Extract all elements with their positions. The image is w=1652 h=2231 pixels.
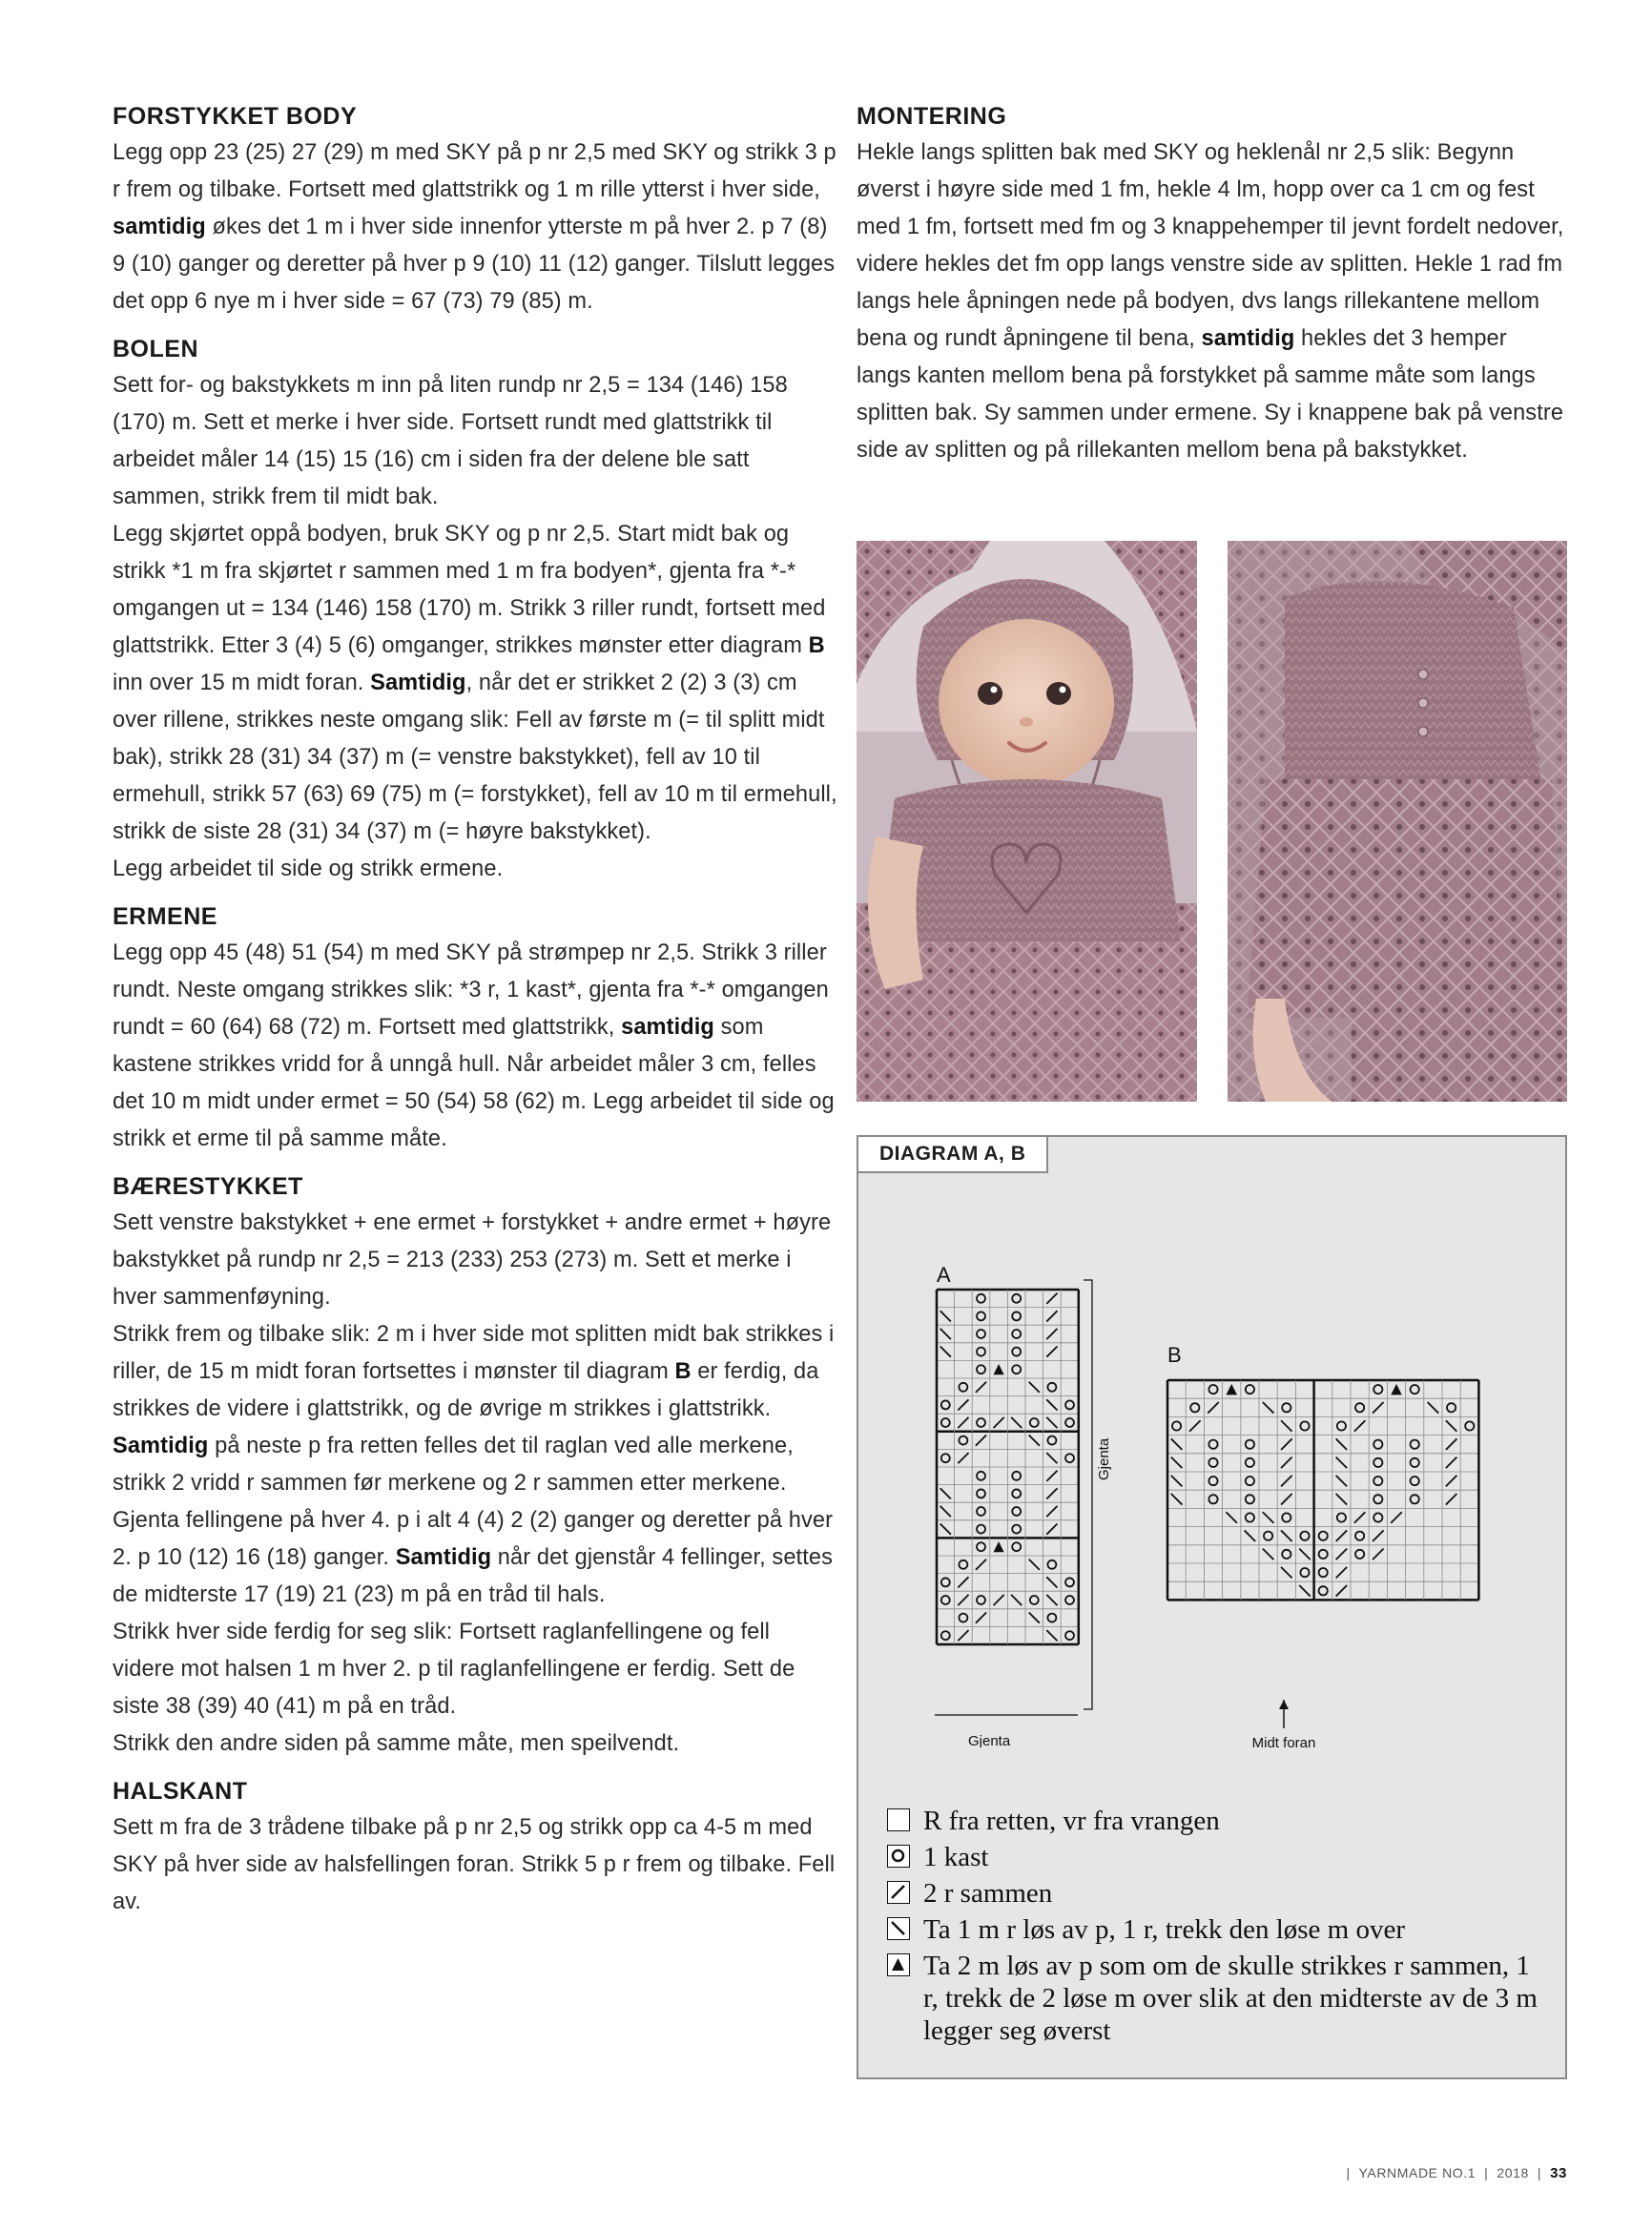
k2tog-symbol: [1046, 1293, 1057, 1304]
body-paragraph: Sett m fra de 3 trådene tilbake på p nr 2,5 og strikk opp ca 4-5 m med SKY på hver side av halsfellingen foran. Strikk 5 p r frem og tilbake. Fell av.: [113, 1815, 836, 1914]
body-paragraph: Hekle langs splitten bak med SKY og heklenål nr 2,5 slik: Begynn øverst i høyre side med 1 fm, hekle 4 lm, hopp over ca 1 cm og fest med 1 fm, fortsett med fm og 3 knappehemper til jevnt fordelt nedover, videre hekles det fm opp langs venstre side av splitten. Hekle 1 rad fm langs hele åpningen nede på bodyen, dvs langs rillekantene mellom bena og rundt åpningene til bena, samtidig hekles det 3 hemper langs kanten mellom bena på forstykket på samme måte som langs splitten bak. Sy sammen under ermene. Sy i knappene bak på venstre side av splitten og på rillekanten mellom bena på bakstykket.: [857, 140, 1564, 463]
yarn-over-symbol: [1065, 1400, 1074, 1409]
skp-symbol: [1226, 1512, 1237, 1523]
right-section: [857, 103, 1567, 469]
yarn-over-symbol: [1282, 1513, 1291, 1521]
yarn-over-symbol: [1012, 1348, 1021, 1356]
yarn-over-symbol: [1319, 1586, 1328, 1595]
yarn-over-symbol: [1065, 1631, 1074, 1640]
legend-item: [887, 1805, 1545, 1837]
k2tog-symbol: [1046, 1471, 1057, 1481]
section-heading: BÆRESTYKKET: [113, 1173, 303, 1200]
skp-symbol: [940, 1329, 951, 1339]
yarn-over-symbol: [977, 1507, 985, 1516]
skp-symbol: [1263, 1549, 1274, 1560]
yarn-over-symbol: [1373, 1495, 1382, 1503]
diagram-b-grid: [1167, 1380, 1478, 1600]
left-section: [113, 336, 837, 888]
gjenta-side-label: Gjenta: [1096, 1437, 1112, 1480]
k2tog-symbol: [958, 1453, 968, 1463]
yarn-over-symbol: [1300, 1421, 1309, 1430]
yarn-over-symbol: [977, 1418, 985, 1427]
left-section: [113, 103, 837, 320]
yarn-over-symbol: [941, 1400, 950, 1409]
yarn-over-symbol: [1065, 1418, 1074, 1427]
yarn-over-symbol: [1012, 1525, 1021, 1534]
k2tog-symbol: [1446, 1494, 1457, 1505]
yarn-over-symbol: [977, 1294, 985, 1303]
k2tog-symbol: [976, 1613, 986, 1623]
yarn-over-symbol: [1208, 1477, 1217, 1485]
yarn-over-symbol: [1012, 1330, 1021, 1338]
k2tog-symbol: [958, 1630, 968, 1641]
yarn-over-symbol: [1300, 1532, 1309, 1540]
yarn-over-symbol: [1355, 1532, 1364, 1540]
footer-year: 2018: [1497, 2165, 1529, 2180]
body-paragraph: Legg skjørtet oppå bodyen, bruk SKY og p nr 2,5. Start midt bak og strikk *1 m fra skjørtet r sammen med 1 m fra bodyen*, gjenta fra *-* omgangen ut = 134 (146) 158 (170) m. Strikk 3 riller rundt, fortsett med glattstrikk. Etter 3 (4) 5 (6) omganger, strikkes mønster etter diagram B inn over 15 m midt foran. Samtidig, når det er strikket 2 (2) 3 (3) cm over rillene, strikkes neste omgang slik: Fell av første m (= til splitt midt bak), strikk 28 (31) 34 (37) m (= venstre bakstykket), fell av 10 til ermehull, strikk 57 (63) 69 (75) m (= forstykket), fell av 10 m til ermehull, strikk de siste 28 (31) 34 (37) m (= høyre bakstykket).: [113, 522, 837, 844]
skp-symbol: [1046, 1577, 1057, 1587]
legend-slash-icon: [887, 1881, 910, 1904]
k2tog-symbol: [994, 1595, 1004, 1605]
k2tog-symbol: [1391, 1512, 1402, 1523]
skp-symbol: [1336, 1494, 1348, 1505]
skp-symbol: [940, 1488, 951, 1498]
yarn-over-symbol: [1246, 1440, 1254, 1449]
yarn-over-symbol: [941, 1454, 950, 1462]
k2tog-symbol: [1336, 1530, 1348, 1541]
gjenta-bottom-label: Gjenta: [968, 1733, 1011, 1747]
left-section: [113, 903, 837, 1158]
body-paragraph: Strikk frem og tilbake slik: 2 m i hver side mot splitten midt bak strikkes i riller, de 15 m midt foran fortsettes i mønster til diagram B er ferdig, da strikkes de videre i glattstrikk, og de øvrige m strikkes i glattstrikk. Samtidig på neste p fra retten felles det til raglan ved alle merkene, strikk 2 vridd r sammen før merkene og 2 r sammen etter merkene. Gjenta fellingene på hver 4. p i alt 4 (4) 2 (2) ganger og deretter på hver 2. p 10 (12) 16 (18) ganger. Samtidig når det gjenstår 4 fellinger, settes de midterste 17 (19) 21 (23) m på en tråd til hals.: [113, 1322, 835, 1607]
yarn-over-symbol: [1030, 1596, 1039, 1604]
k2tog-symbol: [1354, 1512, 1366, 1523]
yarn-over-symbol: [959, 1436, 967, 1445]
yarn-over-symbol: [1319, 1550, 1328, 1559]
k2tog-symbol: [1336, 1549, 1348, 1560]
skp-symbol: [1171, 1457, 1183, 1469]
k2tog-symbol: [1046, 1311, 1057, 1321]
left-section: [113, 1173, 837, 1763]
skp-symbol: [1263, 1402, 1274, 1414]
body-paragraph: Legg arbeidet til side og strikk ermene.: [113, 857, 504, 881]
yarn-over-symbol: [1411, 1495, 1419, 1503]
k2tog-symbol: [1446, 1476, 1457, 1487]
k2tog-symbol: [1046, 1347, 1057, 1357]
legend-triangle-icon: [887, 1953, 910, 1976]
yarn-over-symbol: [1047, 1383, 1056, 1392]
yarn-over-symbol: [959, 1383, 967, 1392]
yarn-over-symbol: [977, 1330, 985, 1338]
skp-symbol: [1029, 1613, 1040, 1623]
skp-symbol: [1046, 1453, 1057, 1463]
left-column: [113, 103, 837, 1936]
k2tog-symbol: [1446, 1457, 1457, 1469]
k2tog-symbol: [1373, 1402, 1384, 1414]
k2tog-symbol: [1046, 1329, 1057, 1339]
footer-magazine: YARNMADE NO.1: [1358, 2165, 1476, 2180]
skp-symbol: [1046, 1595, 1057, 1605]
body-paragraph: Sett for- og bakstykkets m inn på liten rundp nr 2,5 = 134 (146) 158 (170) m. Sett et merke i hver side. Fortsett rundt med glattstrikk til arbeidet måler 14 (15) 15 (16) cm i siden fra der delene ble satt sammen, strikk frem til midt bak.: [113, 373, 788, 509]
skp-symbol: [1171, 1476, 1183, 1487]
body-paragraph: Legg opp 23 (25) 27 (29) m med SKY på p nr 2,5 med SKY og strikk 3 p r frem og tilbake. Fortsett med glattstrikk og 1 m rille ytterst i hver side, samtidig økes det 1 m i hver side innenfor ytterste m på hver 2. p 7 (8) 9 (10) ganger og deretter på hver p 9 (10) 11 (12) ganger. Tilslutt legges det opp 6 nye m i hver side = 67 (73) 79 (85) m.: [113, 140, 836, 314]
body-paragraph: Sett venstre bakstykket + ene ermet + forstykket + andre ermet + høyre bakstykket på rundp nr 2,5 = 213 (233) 253 (273) m. Sett et merke i hver sammenføyning.: [113, 1210, 832, 1310]
yarn-over-symbol: [1411, 1440, 1419, 1449]
skp-symbol: [1011, 1417, 1022, 1428]
skp-symbol: [1029, 1560, 1040, 1570]
legend-text: Ta 2 m løs av p som om de skulle strikkes r sammen, 1 r, trekk de 2 løse m over slik at den midterste av de 3 m legger seg øverst: [923, 1951, 1538, 2046]
diagram-a-grid: [937, 1290, 1079, 1644]
yarn-over-symbol: [1373, 1440, 1382, 1449]
skp-symbol: [1046, 1399, 1057, 1410]
k2tog-symbol: [1336, 1585, 1348, 1597]
section-heading: ERMENE: [113, 903, 217, 930]
yarn-over-symbol: [1465, 1421, 1474, 1430]
skp-symbol: [940, 1506, 951, 1517]
double-decrease-symbol: [994, 1364, 1004, 1374]
k2tog-symbol: [976, 1436, 986, 1446]
skp-symbol: [1263, 1512, 1274, 1523]
yarn-over-symbol: [1447, 1403, 1456, 1412]
yarn-over-symbol: [1208, 1440, 1217, 1449]
k2tog-symbol: [1281, 1457, 1292, 1469]
yarn-over-symbol: [1319, 1568, 1328, 1577]
yarn-over-symbol: [1319, 1532, 1328, 1540]
body-paragraph: Legg opp 45 (48) 51 (54) m med SKY på strømpep nr 2,5. Strikk 3 riller rundt. Neste omgang strikkes slik: *3 r, 1 kast*, gjenta fra *-* omgangen rundt = 60 (64) 68 (72) m. Fortsett med glattstrikk, samtidig som kastene strikkes vridd for å unngå hull. Når arbeidet måler 3 cm, felles det 10 m midt under ermet = 50 (54) 58 (62) m. Legg arbeidet til side og strikk et erme til på samme måte.: [113, 940, 835, 1151]
skp-symbol: [1171, 1438, 1183, 1450]
skp-symbol: [1336, 1438, 1348, 1450]
photo-baby-portrait: [857, 541, 1197, 1102]
midt-foran-marker: [1188, 1698, 1379, 1774]
yarn-over-symbol: [1373, 1385, 1382, 1394]
yarn-over-symbol: [977, 1596, 985, 1604]
skp-symbol: [1299, 1585, 1311, 1597]
gjenta-bracket: [1084, 1280, 1092, 1709]
yarn-over-symbol: [1282, 1403, 1291, 1412]
photo-back-view: [1228, 541, 1567, 1102]
yarn-over-symbol: [959, 1614, 967, 1622]
skp-symbol: [1029, 1436, 1040, 1446]
yarn-over-symbol: [1373, 1477, 1382, 1485]
yarn-over-symbol: [1411, 1385, 1419, 1394]
body-paragraph: Strikk hver side ferdig for seg slik: Fortsett raglanfellingene og fell videre mot halsen 1 m hver 2. p til raglanfellingene er ferdig. Sett de siste 38 (39) 40 (41) m på en tråd.: [113, 1620, 795, 1719]
k2tog-symbol: [1373, 1549, 1384, 1560]
k2tog-symbol: [1373, 1530, 1384, 1541]
yarn-over-symbol: [1047, 1614, 1056, 1622]
yarn-over-symbol: [1373, 1513, 1382, 1521]
yarn-over-symbol: [1012, 1542, 1021, 1551]
legend-text: 1 kast: [923, 1842, 989, 1872]
k2tog-symbol: [958, 1577, 968, 1587]
yarn-over-symbol: [1065, 1578, 1074, 1586]
skp-symbol: [1281, 1567, 1292, 1579]
legend-item: [887, 1913, 1545, 1946]
yarn-over-symbol: [1411, 1477, 1419, 1485]
midt-foran-label: Midt foran: [1251, 1735, 1316, 1751]
k2tog-symbol: [994, 1417, 1004, 1428]
section-heading: BOLEN: [113, 336, 198, 362]
double-decrease-symbol: [1226, 1384, 1237, 1395]
k2tog-symbol: [958, 1417, 968, 1428]
k2tog-symbol: [1446, 1438, 1457, 1450]
skp-symbol: [1281, 1530, 1292, 1541]
yarn-over-symbol: [1246, 1495, 1254, 1503]
yarn-over-symbol: [941, 1418, 950, 1427]
section-heading: MONTERING: [857, 103, 1007, 130]
yarn-over-symbol: [1065, 1454, 1074, 1462]
k2tog-symbol: [1281, 1476, 1292, 1487]
skp-symbol: [1299, 1549, 1311, 1560]
yarn-over-symbol: [1065, 1596, 1074, 1604]
diagram-a-label: A: [937, 1263, 951, 1287]
k2tog-symbol: [1281, 1438, 1292, 1450]
yarn-over-symbol: [1047, 1436, 1056, 1445]
skp-symbol: [1245, 1530, 1256, 1541]
skp-symbol: [1336, 1476, 1348, 1487]
yarn-over-symbol: [1246, 1513, 1254, 1521]
yarn-over-symbol: [1030, 1418, 1039, 1427]
right-column: [857, 103, 1567, 485]
k2tog-symbol: [1208, 1402, 1219, 1414]
yarn-over-symbol: [941, 1631, 950, 1640]
left-section: [113, 1778, 837, 1921]
yarn-over-symbol: [977, 1542, 985, 1551]
k2tog-symbol: [1046, 1506, 1057, 1517]
yarn-over-symbol: [1337, 1513, 1346, 1521]
skp-symbol: [1171, 1494, 1183, 1505]
skp-symbol: [1446, 1420, 1457, 1432]
legend-text: R fra retten, vr fra vrangen: [923, 1806, 1220, 1836]
yarn-over-symbol: [977, 1365, 985, 1374]
yarn-over-symbol: [1208, 1495, 1217, 1503]
legend-item: [887, 1950, 1545, 2047]
page-footer: | YARNMADE NO.1 | 2018 | 33: [1346, 2165, 1567, 2181]
yarn-over-symbol: [977, 1312, 985, 1320]
skp-symbol: [1011, 1595, 1022, 1605]
k2tog-symbol: [1046, 1488, 1057, 1498]
k2tog-symbol: [976, 1382, 986, 1393]
section-heading: FORSTYKKET BODY: [113, 103, 358, 130]
yarn-over-symbol: [1264, 1532, 1272, 1540]
double-decrease-symbol: [1391, 1384, 1402, 1395]
yarn-over-symbol: [941, 1596, 950, 1604]
yarn-over-symbol: [1012, 1312, 1021, 1320]
yarn-over-symbol: [1355, 1550, 1364, 1559]
yarn-over-symbol: [1012, 1365, 1021, 1374]
yarn-over-symbol: [1190, 1403, 1199, 1412]
yarn-over-symbol: [1208, 1385, 1217, 1394]
k2tog-symbol: [1281, 1494, 1292, 1505]
k2tog-symbol: [1336, 1567, 1348, 1579]
k2tog-symbol: [958, 1595, 968, 1605]
k2tog-symbol: [976, 1560, 986, 1570]
yarn-over-symbol: [1282, 1550, 1291, 1559]
yarn-over-symbol: [1337, 1421, 1346, 1430]
yarn-over-symbol: [1355, 1403, 1364, 1412]
skp-symbol: [940, 1524, 951, 1535]
yarn-over-symbol: [1411, 1458, 1419, 1467]
legend-circle-icon: [887, 1845, 910, 1868]
legend-blank-icon: [887, 1808, 910, 1831]
skp-symbol: [1336, 1457, 1348, 1469]
yarn-over-symbol: [977, 1348, 985, 1356]
section-heading: HALSKANT: [113, 1778, 248, 1805]
double-decrease-symbol: [994, 1541, 1004, 1552]
legend-item: [887, 1877, 1545, 1910]
yarn-over-symbol: [1246, 1385, 1254, 1394]
chart-diagrams: [858, 1137, 1569, 1747]
diagram-box: [857, 1135, 1567, 2079]
k2tog-symbol: [1046, 1524, 1057, 1535]
skp-symbol: [1281, 1420, 1292, 1432]
diagram-b-label: B: [1167, 1343, 1182, 1367]
legend-text: Ta 1 m r løs av p, 1 r, trekk den løse m over: [923, 1914, 1405, 1945]
skp-symbol: [1029, 1382, 1040, 1393]
yarn-over-symbol: [977, 1489, 985, 1498]
legend-item: [887, 1841, 1545, 1873]
yarn-over-symbol: [1246, 1458, 1254, 1467]
skp-symbol: [940, 1347, 951, 1357]
yarn-over-symbol: [1373, 1458, 1382, 1467]
yarn-over-symbol: [959, 1560, 967, 1569]
body-paragraph: Strikk den andre siden på samme måte, men speilvendt.: [113, 1731, 680, 1756]
legend-backslash-icon: [887, 1917, 910, 1940]
yarn-over-symbol: [1012, 1294, 1021, 1303]
yarn-over-symbol: [941, 1578, 950, 1586]
k2tog-symbol: [958, 1399, 968, 1410]
yarn-over-symbol: [1208, 1458, 1217, 1467]
k2tog-symbol: [1354, 1420, 1366, 1432]
page-number: 33: [1550, 2165, 1567, 2181]
skp-symbol: [1046, 1417, 1057, 1428]
diagram-title: DIAGRAM A, B: [858, 1137, 1048, 1173]
skp-symbol: [1046, 1630, 1057, 1641]
yarn-over-symbol: [1246, 1477, 1254, 1485]
yarn-over-symbol: [1172, 1421, 1181, 1430]
yarn-over-symbol: [977, 1472, 985, 1480]
diagram-legend: [887, 1805, 1545, 2051]
skp-symbol: [940, 1311, 951, 1321]
yarn-over-symbol: [1047, 1560, 1056, 1569]
yarn-over-symbol: [1300, 1568, 1309, 1577]
yarn-over-symbol: [977, 1525, 985, 1534]
yarn-over-symbol: [1012, 1472, 1021, 1480]
yarn-over-symbol: [1012, 1507, 1021, 1516]
yarn-over-symbol: [1012, 1489, 1021, 1498]
legend-text: 2 r sammen: [923, 1878, 1053, 1909]
k2tog-symbol: [1189, 1420, 1201, 1432]
skp-symbol: [1428, 1402, 1439, 1414]
